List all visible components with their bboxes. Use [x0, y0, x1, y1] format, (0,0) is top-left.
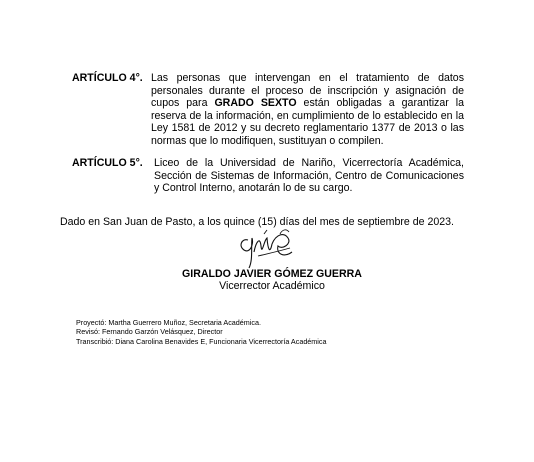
- credit-line-reviewed: Revisó: Fernando Garzón Velásquez, Director: [76, 327, 223, 337]
- closing-statement: Dado en San Juan de Pasto, a los quince (15) días del mes de septiembre de 2023.: [60, 216, 454, 228]
- handwritten-signature: [234, 228, 298, 270]
- article-5: [72, 157, 464, 195]
- credits-block: [76, 318, 326, 346]
- article-5-text: Liceo de la Universidad de Nariño, Vicerrectoría Académica, Sección de Sistemas de Información, Centro de Comunicaciones y Control Interno, anotarán lo de su cargo.: [154, 157, 464, 195]
- signer-name: GIRALDO JAVIER GÓMEZ GUERRA: [182, 268, 362, 280]
- article-4: [72, 72, 464, 148]
- credit-line-projected: Proyectó: Martha Guerrero Muñoz, Secretaria Académica.: [76, 318, 261, 327]
- article-4-text-after: están obligadas a garantizar la reserva de la información, en cumplimiento de lo establecido en la Ley 1581 de 2012 y su decreto reglamentario 1377 de 2013 o las normas que lo modifiquen, sustituyan o compilen.: [151, 97, 465, 147]
- article-4-text: [151, 72, 464, 148]
- article-4-label: ARTÍCULO 4°.: [72, 72, 143, 84]
- article-5-label: ARTÍCULO 5°.: [72, 157, 143, 169]
- article-4-bold-term: GRADO SEXTO: [214, 97, 297, 110]
- credit-line-transcribed: Transcribió: Diana Carolina Benavides E, Funcionaria Vicerrectoría Académica: [76, 336, 327, 346]
- signer-role: Vicerrector Académico: [219, 280, 325, 292]
- article-4-text-before: Las personas que intervengan en el tratamiento de datos personales durante el proceso de inscripción y asignación de cupos para: [151, 72, 464, 110]
